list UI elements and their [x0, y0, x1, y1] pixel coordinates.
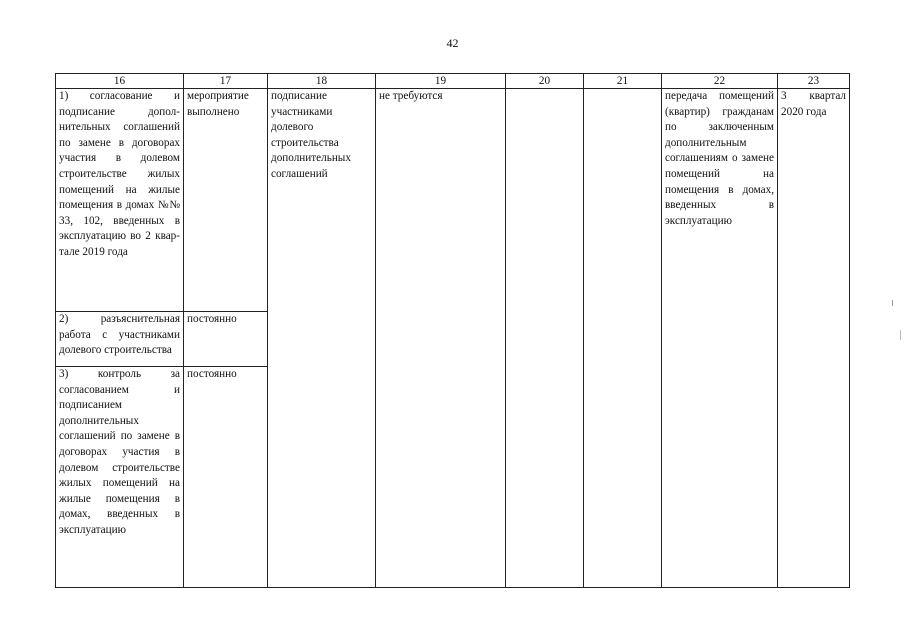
- empty-cell-21: [584, 89, 662, 588]
- result-cell: подписание участниками долевого строительства дополнительных соглашений: [268, 89, 376, 588]
- col-header-18: 18: [268, 74, 376, 89]
- page-number: 42: [446, 36, 459, 50]
- funding-cell: не требуются: [376, 89, 506, 588]
- outcome-cell: передача помещений (квартир) гражданам по заключенным дополнительным соглашениям о замене помещений на помещения в домах, введенных в эксплуатацию: [662, 89, 778, 588]
- status-cell: постоянно: [184, 367, 268, 588]
- measure-cell: 3) контроль за согласованием и подписанием дополнительных соглашений по замене в договорах участия в долевом строительстве жилых помещений на жилые помещения в домах, введенных в эксплуатацию: [56, 367, 184, 588]
- measure-cell: 1) согласование и подписание дополнительных соглашений по замене в договорах участия в долевом строительстве жилых помещений на жилые помещения в домах №№ 33, 102, введенных в эксплуатацию во 2 квартале 2019 года: [56, 89, 184, 312]
- measure-cell: 2) разъяснительная работа с участниками долевого строительства: [56, 312, 184, 367]
- scan-mark: [900, 330, 901, 340]
- deadline-cell: 3 квартал 2020 года: [778, 89, 850, 588]
- status-cell: мероприятие выполнено: [184, 89, 268, 312]
- table-row: [56, 89, 850, 312]
- col-header-22: 22: [662, 74, 778, 89]
- col-header-20: 20: [506, 74, 584, 89]
- col-header-16: 16: [56, 74, 184, 89]
- col-header-23: 23: [778, 74, 850, 89]
- col-header-19: 19: [376, 74, 506, 89]
- status-cell: постоянно: [184, 312, 268, 367]
- header-row: [56, 74, 850, 89]
- col-header-21: 21: [584, 74, 662, 89]
- empty-cell-20: [506, 89, 584, 588]
- scan-mark: [892, 300, 893, 306]
- col-header-17: 17: [184, 74, 268, 89]
- program-table: [55, 73, 850, 588]
